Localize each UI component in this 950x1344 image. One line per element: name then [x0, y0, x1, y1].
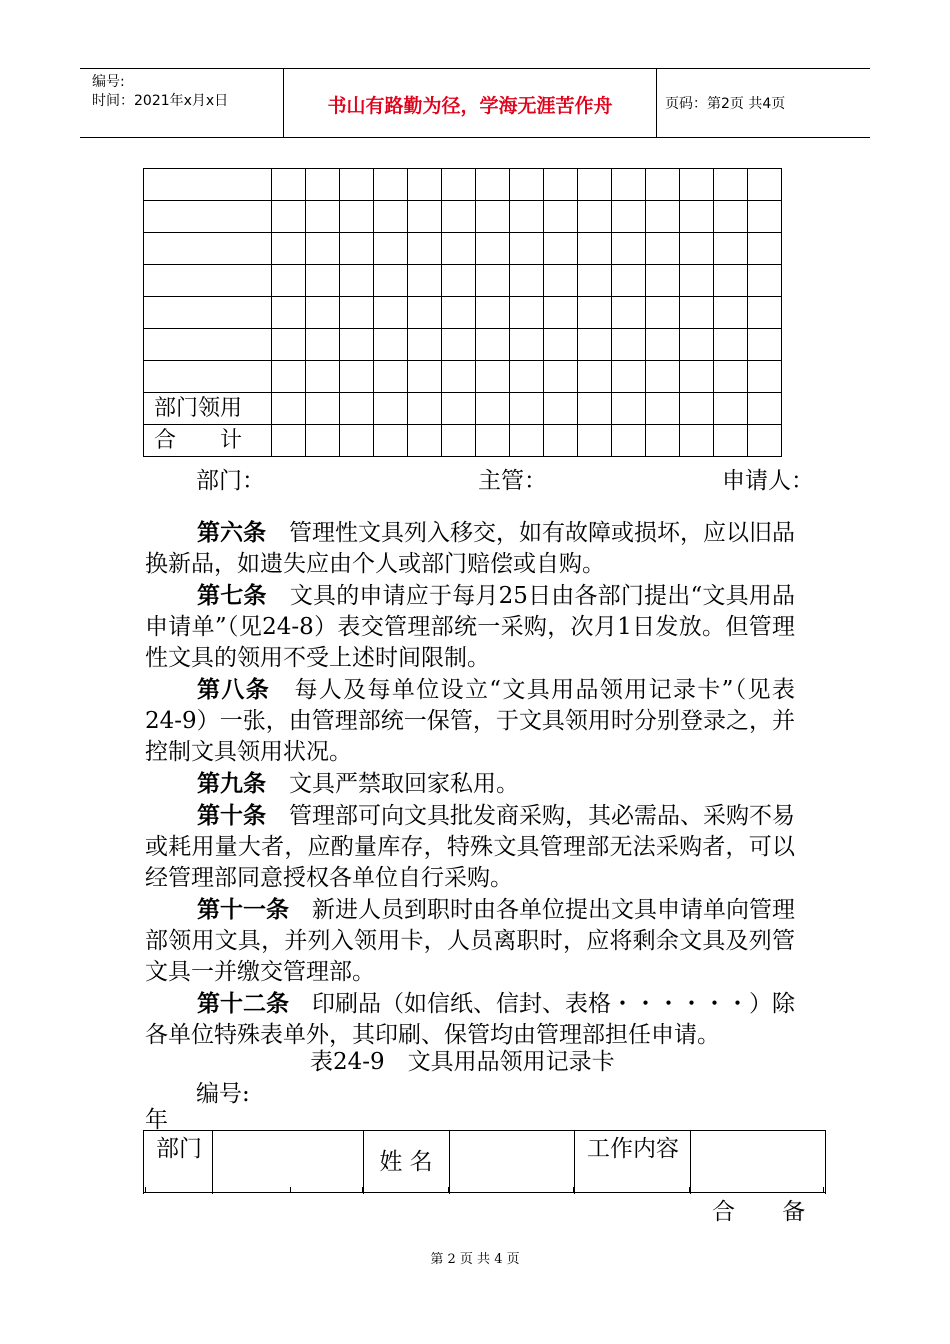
- partial-column-labels: 合 备: [712, 1199, 826, 1225]
- table-cell: [340, 265, 374, 297]
- table-cell: [374, 393, 408, 425]
- article-text: 文具严禁取回家私用。: [289, 771, 519, 797]
- article-paragraph: [145, 674, 795, 768]
- table-cell: [748, 201, 782, 233]
- table-cell: [510, 265, 544, 297]
- table-cell: [442, 393, 476, 425]
- table-cell: [544, 265, 578, 297]
- table-caption: 表24-9 文具用品领用记录卡: [310, 1049, 615, 1075]
- table-cell: [408, 393, 442, 425]
- table-cell: [646, 233, 680, 265]
- article-paragraph: [145, 894, 795, 988]
- article-title: 第十条: [197, 802, 266, 829]
- table-cell: [408, 233, 442, 265]
- table-cell: [442, 233, 476, 265]
- table-cell: [272, 393, 306, 425]
- table-cell: [340, 233, 374, 265]
- table-cell: [646, 393, 680, 425]
- article-text: 管理部可向文具批发商采购，其必需品、采购不易或耗用量大者，应酌量库存，特殊文具管理部无法采购者，可以经管理部同意授权各单位自行采购。: [145, 803, 795, 891]
- year-label: 年: [145, 1107, 168, 1133]
- page-header: [80, 68, 870, 138]
- table-cell: [612, 425, 646, 457]
- table-cell: [680, 361, 714, 393]
- card-number-label: 编号:: [196, 1081, 250, 1107]
- table-cell: [612, 233, 646, 265]
- row-label-cell: [144, 297, 272, 329]
- table-cell: [306, 265, 340, 297]
- table-cell: [748, 169, 782, 201]
- table-cell: [578, 425, 612, 457]
- table-cell: [306, 329, 340, 361]
- table-cell: [272, 169, 306, 201]
- table-cell: [442, 265, 476, 297]
- table-cell: [442, 425, 476, 457]
- table-cell: [714, 265, 748, 297]
- table-cell: [612, 297, 646, 329]
- row-label-cell: 合 计: [144, 425, 272, 457]
- table-cell: [306, 393, 340, 425]
- applicant-signature-label: 申请人：: [722, 468, 814, 494]
- table-cell: [646, 425, 680, 457]
- table-cell: [544, 233, 578, 265]
- table-cell: [680, 425, 714, 457]
- table-cell: [340, 169, 374, 201]
- table-cell: [306, 233, 340, 265]
- work-content-label: 工作内容: [587, 1136, 679, 1162]
- table-cell: [374, 361, 408, 393]
- table-cell: [272, 361, 306, 393]
- article-text: 每人及每单位设立“文具用品领用记录卡”（见表24-9）一张，由管理部统一保管，于文具领用时分别登录之，并控制文具领用状况。: [145, 677, 795, 765]
- table-cell: [340, 361, 374, 393]
- row-label-cell: [144, 233, 272, 265]
- table-cell: [646, 265, 680, 297]
- table-cell: [612, 169, 646, 201]
- table-cell: [510, 233, 544, 265]
- table-cell: [578, 169, 612, 201]
- table-cell: [476, 329, 510, 361]
- table-cell: [680, 265, 714, 297]
- requisition-table: [143, 168, 782, 457]
- row-label-cell: [144, 169, 272, 201]
- table-cell: [272, 297, 306, 329]
- table-cell: [748, 233, 782, 265]
- row-label-cell: 部门领用: [144, 393, 272, 425]
- table-cell: [374, 297, 408, 329]
- table-cell: [442, 169, 476, 201]
- table-cell: [476, 265, 510, 297]
- table-cell: [578, 329, 612, 361]
- table-cell: [408, 169, 442, 201]
- table-row: [144, 169, 782, 201]
- table-cell: [544, 201, 578, 233]
- table-row: [144, 393, 782, 425]
- article-title: 第六条: [197, 519, 266, 546]
- table-cell: [748, 425, 782, 457]
- table-cell: [510, 425, 544, 457]
- table-cell: [408, 297, 442, 329]
- table-cell: [306, 425, 340, 457]
- table-cell: [374, 233, 408, 265]
- table-cell: [680, 169, 714, 201]
- table-cell: [306, 169, 340, 201]
- table-cell: [578, 297, 612, 329]
- article-paragraph: [145, 800, 795, 894]
- table-cell: [476, 233, 510, 265]
- table-cell: [680, 297, 714, 329]
- table-cell: [748, 361, 782, 393]
- table-cell: [612, 329, 646, 361]
- table-cell: [476, 297, 510, 329]
- table-cell: [272, 265, 306, 297]
- table-cell: [340, 329, 374, 361]
- row-label-cell: [144, 201, 272, 233]
- table-cell: [578, 233, 612, 265]
- table-cell: [714, 297, 748, 329]
- table-cell: [374, 201, 408, 233]
- table-cell: [442, 361, 476, 393]
- table-cell: [510, 393, 544, 425]
- table-cell: [646, 169, 680, 201]
- article-title: 第十一条: [197, 896, 289, 923]
- article-text: 印刷品（如信纸、信封、表格・・・・・・）除各单位特殊表单外，其印刷、保管均由管理部担任申请。: [145, 991, 795, 1048]
- table-cell: [544, 297, 578, 329]
- article-text: 管理性文具列入移交，如有故障或损坏，应以旧品换新品，如遗失应由个人或部门赔偿或自购。: [145, 520, 795, 577]
- table-cell: [272, 329, 306, 361]
- table-row: [144, 265, 782, 297]
- table-cell: [306, 361, 340, 393]
- article-title: 第八条: [197, 676, 271, 703]
- table-cell: [748, 393, 782, 425]
- page-indicator: 页码：第2页 共4页: [665, 96, 786, 112]
- table-cell: [578, 393, 612, 425]
- article-title: 第九条: [197, 770, 266, 797]
- table-cell: [272, 233, 306, 265]
- table-cell: [612, 393, 646, 425]
- table-cell: [272, 425, 306, 457]
- table-cell: [612, 361, 646, 393]
- record-card-table: [143, 1130, 826, 1194]
- table-cell: [544, 329, 578, 361]
- row-label-cell: [144, 265, 272, 297]
- name-label: 姓 名: [379, 1149, 433, 1175]
- table-cell: [476, 425, 510, 457]
- table-cell: [714, 169, 748, 201]
- article-paragraph: [145, 768, 795, 800]
- table-cell: [680, 329, 714, 361]
- table-cell: [442, 201, 476, 233]
- article-title: 第七条: [197, 582, 267, 609]
- table-row: [144, 425, 782, 457]
- table-cell: [340, 393, 374, 425]
- table-cell: [510, 201, 544, 233]
- table-cell: [476, 169, 510, 201]
- table-cell: [544, 425, 578, 457]
- table-cell: [646, 329, 680, 361]
- table-cell: [340, 201, 374, 233]
- header-motto: 书山有路勤为径，学海无涯苦作舟: [327, 95, 613, 117]
- table-row: [144, 329, 782, 361]
- table-cell: [510, 329, 544, 361]
- table-cell: [714, 393, 748, 425]
- table-cell: [748, 329, 782, 361]
- header-meta: [92, 73, 228, 111]
- table-cell: [646, 361, 680, 393]
- table-cell: [680, 201, 714, 233]
- table-cell: [680, 233, 714, 265]
- table-row: [144, 297, 782, 329]
- table-cell: [476, 361, 510, 393]
- table-cell: [340, 297, 374, 329]
- table-row: [144, 361, 782, 393]
- table-cell: [714, 329, 748, 361]
- table-cell: [578, 361, 612, 393]
- table-cell: [544, 169, 578, 201]
- table-cell: [442, 329, 476, 361]
- table-cell: [374, 425, 408, 457]
- table-cell: [646, 297, 680, 329]
- table-cell: [510, 169, 544, 201]
- table-cell: [578, 265, 612, 297]
- table-cell: [476, 393, 510, 425]
- table-cell: [442, 297, 476, 329]
- table-cell: [306, 201, 340, 233]
- number-label: 编号:: [92, 74, 125, 90]
- table-cell: [612, 265, 646, 297]
- table-cell: [408, 425, 442, 457]
- regulation-articles: [145, 517, 795, 1051]
- article-paragraph: [145, 580, 795, 674]
- table-cell: [340, 425, 374, 457]
- table-cell: [476, 201, 510, 233]
- table-cell: [714, 361, 748, 393]
- table-cell: [544, 361, 578, 393]
- article-paragraph: [145, 988, 795, 1051]
- table-cell: [714, 425, 748, 457]
- table-cell: [510, 297, 544, 329]
- table-cell: [374, 329, 408, 361]
- table-cell: [646, 201, 680, 233]
- article-paragraph: [145, 517, 795, 580]
- time-label: 时间：2021年x月x日: [92, 93, 229, 109]
- table-cell: [544, 393, 578, 425]
- article-text: 文具的申请应于每月25日由各部门提出“文具用品申请单”（见24-8）表交管理部统一采购，次月1日发放。但管理性文具的领用不受上述时间限制。: [145, 583, 796, 671]
- table-cell: [714, 201, 748, 233]
- row-label-cell: [144, 329, 272, 361]
- supervisor-signature-label: 主管：: [478, 468, 547, 494]
- table-cell: [510, 361, 544, 393]
- table-cell: [408, 361, 442, 393]
- article-text: 新进人员到职时由各单位提出文具申请单向管理部领用文具，并列入领用卡，人员离职时，应将剩余文具及列管文具一并缴交管理部。: [145, 897, 795, 985]
- dept-signature-label: 部门：: [196, 468, 265, 494]
- table-cell: [306, 297, 340, 329]
- table-cell: [748, 265, 782, 297]
- table-cell: [272, 201, 306, 233]
- table-row: [144, 233, 782, 265]
- table-cell: [578, 201, 612, 233]
- table-cell: [408, 329, 442, 361]
- row-label-cell: [144, 361, 272, 393]
- table-cell: [374, 265, 408, 297]
- table-cell: [408, 201, 442, 233]
- table-cell: [748, 297, 782, 329]
- page-footer: 第 2 页 共 4 页: [430, 1252, 520, 1267]
- table-row: [144, 201, 782, 233]
- table-cell: [374, 169, 408, 201]
- article-title: 第十二条: [197, 990, 289, 1017]
- dept-label: 部门: [156, 1136, 202, 1162]
- table-cell: [714, 233, 748, 265]
- table-cell: [612, 201, 646, 233]
- table-cell: [680, 393, 714, 425]
- table-cell: [408, 265, 442, 297]
